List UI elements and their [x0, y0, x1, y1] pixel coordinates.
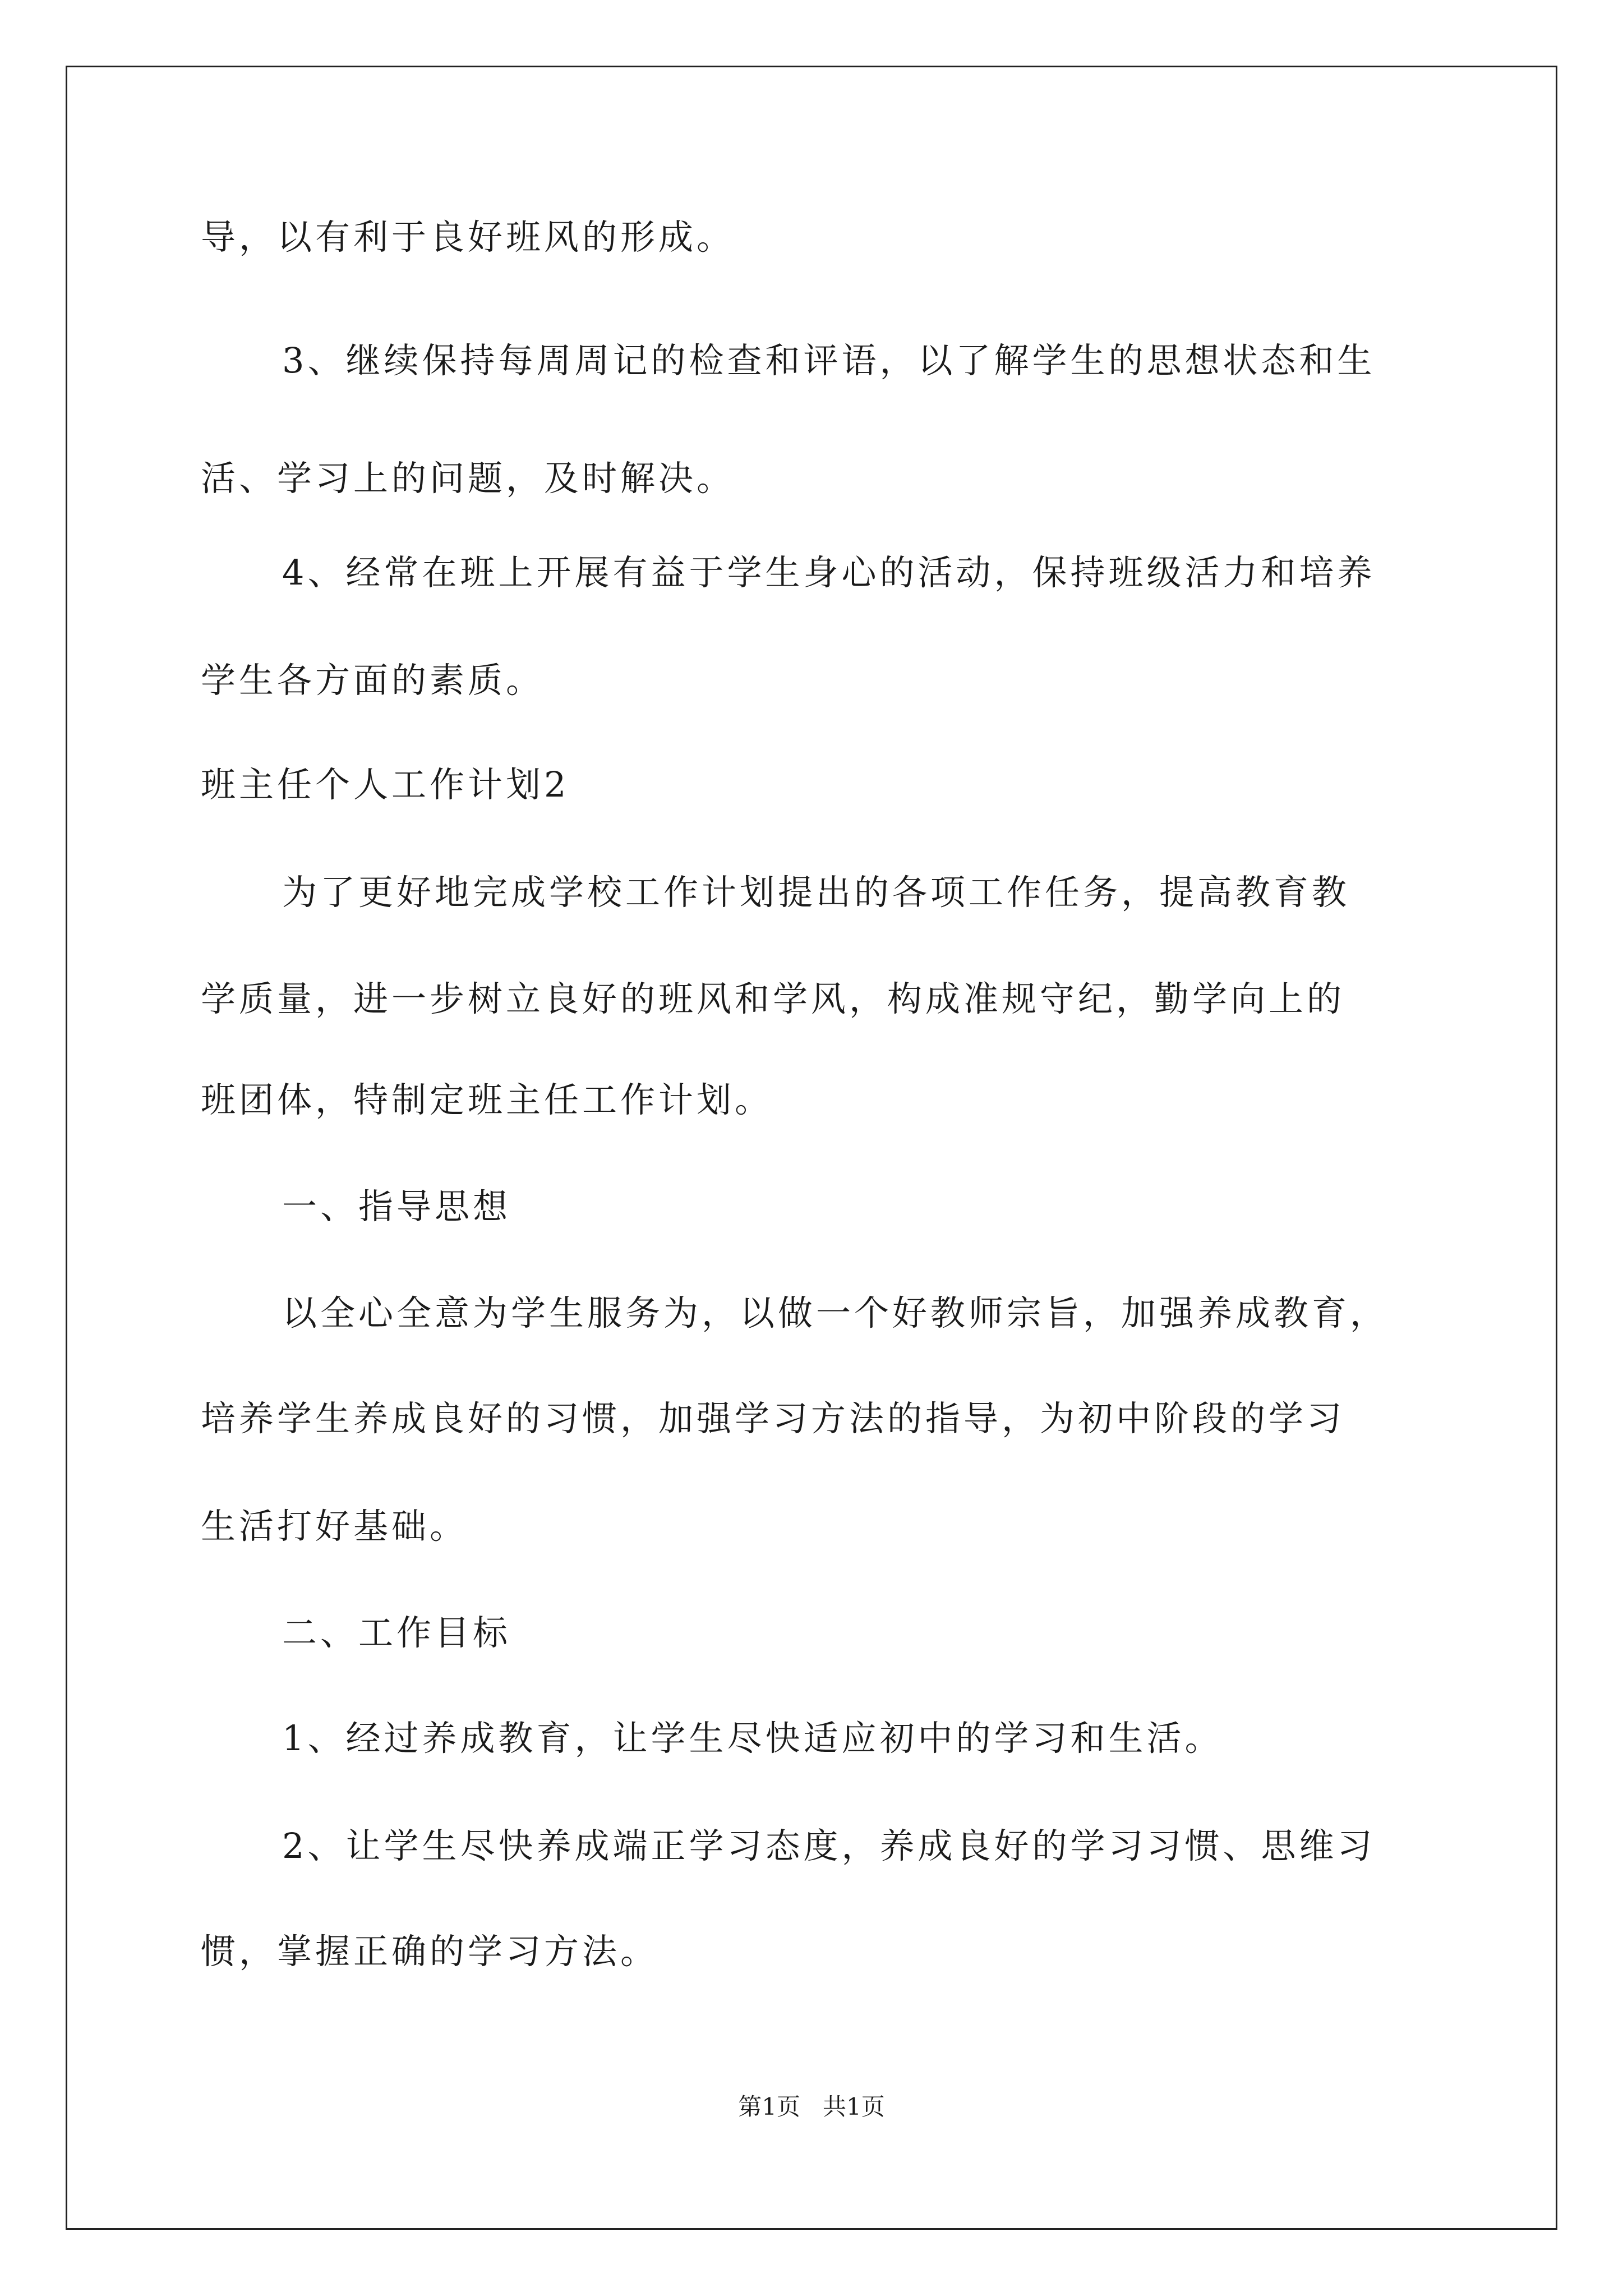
text-line: 导，以有利于良好班风的形成。 [201, 217, 735, 257]
subheading: 二、工作目标 [282, 1612, 511, 1653]
text-line: 为了更好地完成学校工作计划提出的各项工作任务，提高教育教 [282, 872, 1350, 913]
text-line: 学生各方面的素质。 [201, 660, 545, 701]
text-line: 班团体，特制定班主任工作计划。 [201, 1079, 773, 1120]
text-line: 2、让学生尽快养成端正学习态度，养成良好的学习习惯、思维习 [282, 1825, 1376, 1866]
subheading: 一、指导思想 [282, 1186, 511, 1227]
page-number-footer: 第1页 共1页 [738, 2093, 885, 2120]
text-line: 学质量，进一步树立良好的班风和学风，构成准规守纪，勤学向上的 [201, 978, 1345, 1019]
text-line: 培养学生养成良好的习惯，加强学习方法的指导，为初中阶段的学习 [201, 1398, 1345, 1439]
page-border [66, 66, 1557, 2230]
text-line: 活、学习上的问题，及时解决。 [201, 458, 735, 499]
text-line: 4、经常在班上开展有益于学生身心的活动，保持班级活力和培养 [282, 552, 1376, 593]
section-heading: 班主任个人工作计划2 [201, 764, 570, 805]
text-line: 以全心全意为学生服务为，以做一个好教师宗旨，加强养成教育， [282, 1292, 1389, 1333]
text-line: 惯，掌握正确的学习方法。 [201, 1931, 659, 1972]
text-line: 1、经过养成教育，让学生尽快适应初中的学习和生活。 [282, 1718, 1223, 1759]
text-line: 3、继续保持每周周记的检查和评语，以了解学生的思想状态和生 [282, 340, 1376, 381]
text-line: 生活打好基础。 [201, 1506, 468, 1547]
